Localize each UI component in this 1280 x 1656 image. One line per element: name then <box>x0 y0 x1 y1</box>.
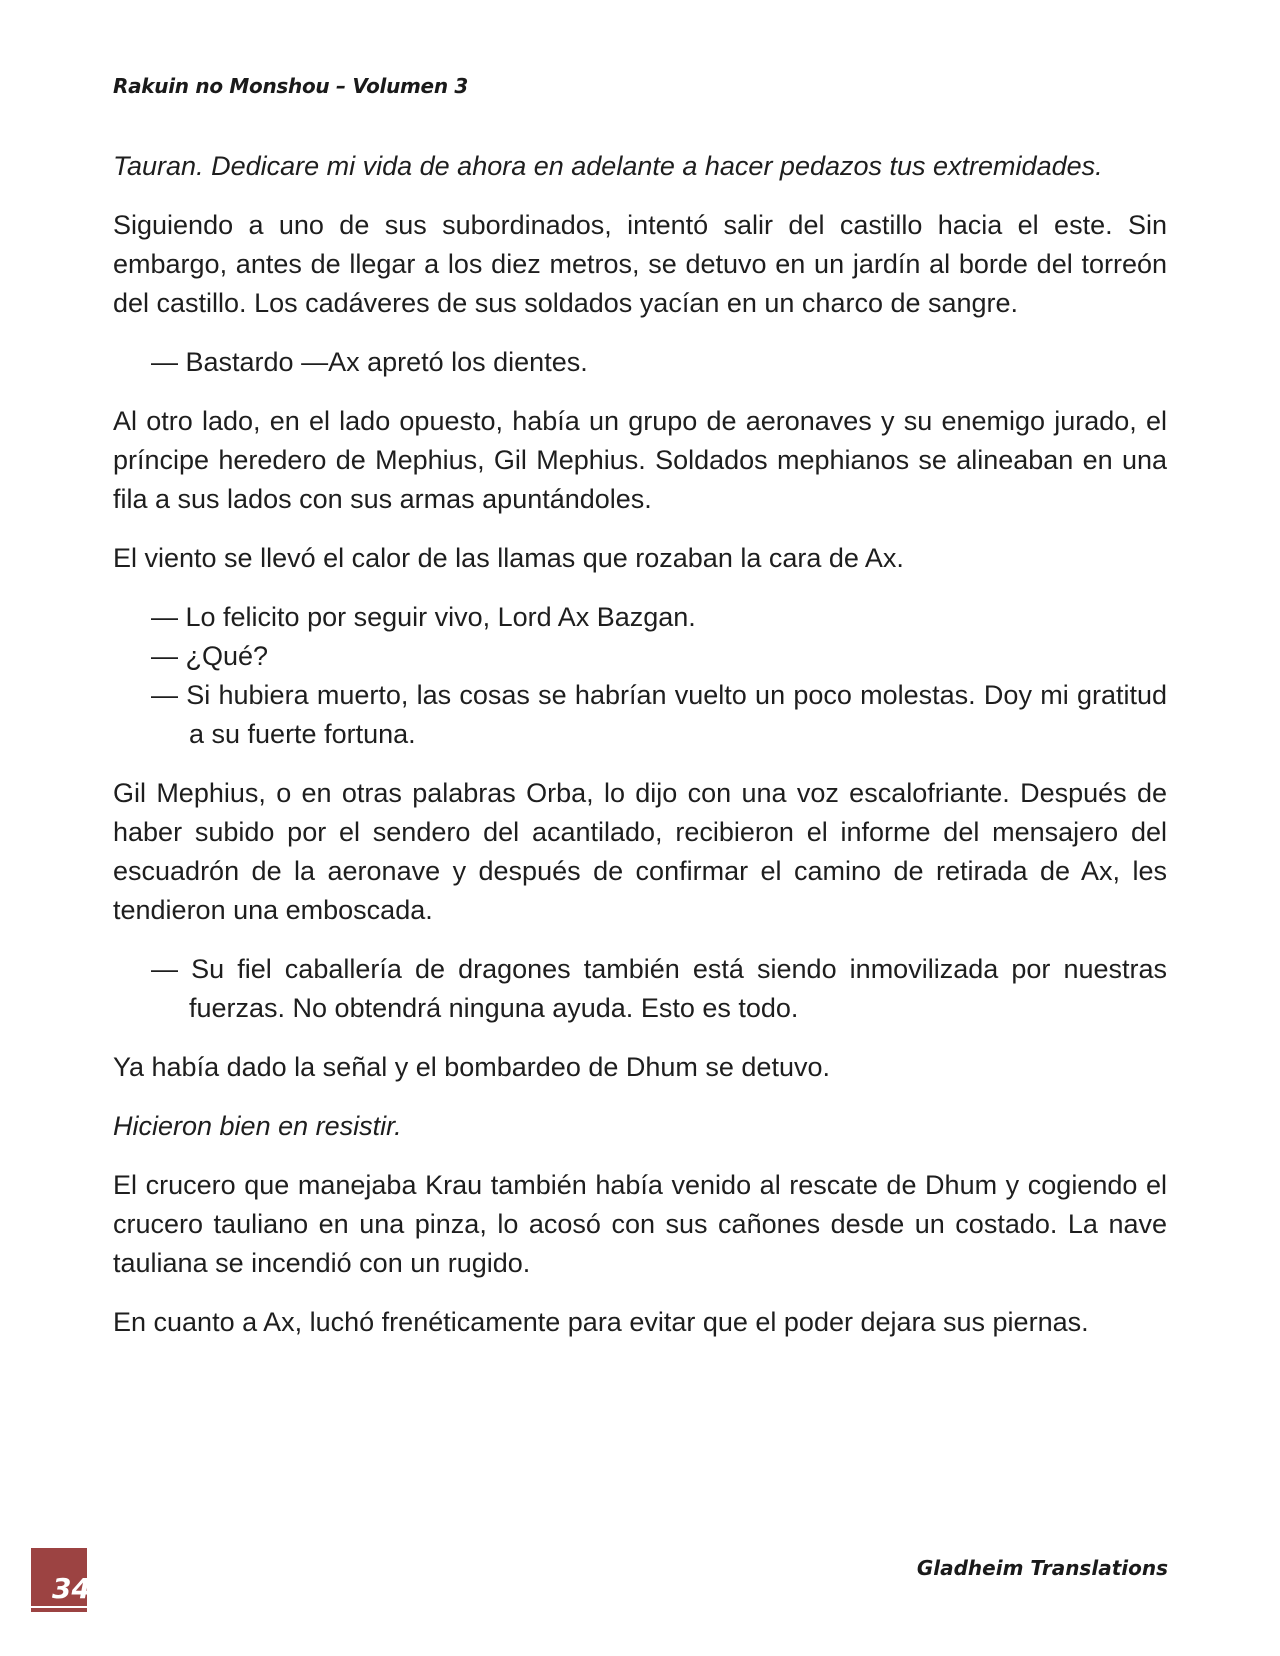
dialogue-line: — Lo felicito por seguir vivo, Lord Ax Bazgan. <box>151 602 696 632</box>
page-number-underline <box>31 1606 87 1608</box>
dialogue-line: — Bastardo —Ax apretó los dientes. <box>151 347 588 377</box>
paragraph-italic-thought: Hicieron bien en resistir. <box>113 1111 402 1141</box>
paragraph: En cuanto a Ax, luchó frenéticamente para evitar que el poder dejara sus piernas. <box>113 1307 1089 1337</box>
dialogue-line: — Su fiel caballería de dragones también está siendo inmovilizada por nuestras fuerzas. No obtendrá ninguna ayuda. Esto es todo. <box>151 954 1167 1023</box>
running-header: Rakuin no Monshou – Volumen 3 <box>113 74 469 98</box>
paragraph: El viento se llevó el calor de las llamas que rozaban la cara de Ax. <box>113 543 904 573</box>
page-number: 34 <box>52 1572 91 1605</box>
paragraph: El crucero que manejaba Krau también había venido al rescate de Dhum y cogiendo el crucero tauliano en una pinza, lo acosó con sus cañones desde un costado. La nave tauliana se incendió con un rugido. <box>113 1170 1167 1278</box>
page-body <box>113 147 1167 1362</box>
footer-credit: Gladheim Translations <box>916 1556 1168 1580</box>
dialogue-line: — ¿Qué? <box>151 641 269 671</box>
paragraph-italic-continuation: Tauran. Dedicare mi vida de ahora en adelante a hacer pedazos tus extremidades. <box>113 151 1103 181</box>
paragraph: Siguiendo a uno de sus subordinados, intentó salir del castillo hacia el este. Sin embargo, antes de llegar a los diez metros, se detuvo en un jardín al borde del torreón del castillo. Los cadáveres de sus soldados yacían en un charco de sangre. <box>113 210 1167 318</box>
paragraph: Ya había dado la señal y el bombardeo de Dhum se detuvo. <box>113 1052 830 1082</box>
paragraph: Gil Mephius, o en otras palabras Orba, lo dijo con una voz escalofriante. Después de haber subido por el sendero del acantilado, recibieron el informe del mensajero del escuadrón de la aeronave y después de confirmar el camino de retirada de Ax, les tendieron una emboscada. <box>113 778 1167 925</box>
dialogue-line: — Si hubiera muerto, las cosas se habrían vuelto un poco molestas. Doy mi gratitud a su fuerte fortuna. <box>151 680 1167 749</box>
paragraph: Al otro lado, en el lado opuesto, había un grupo de aeronaves y su enemigo jurado, el príncipe heredero de Mephius, Gil Mephius. Soldados mephianos se alineaban en una fila a sus lados con sus armas apuntándoles. <box>113 406 1167 514</box>
